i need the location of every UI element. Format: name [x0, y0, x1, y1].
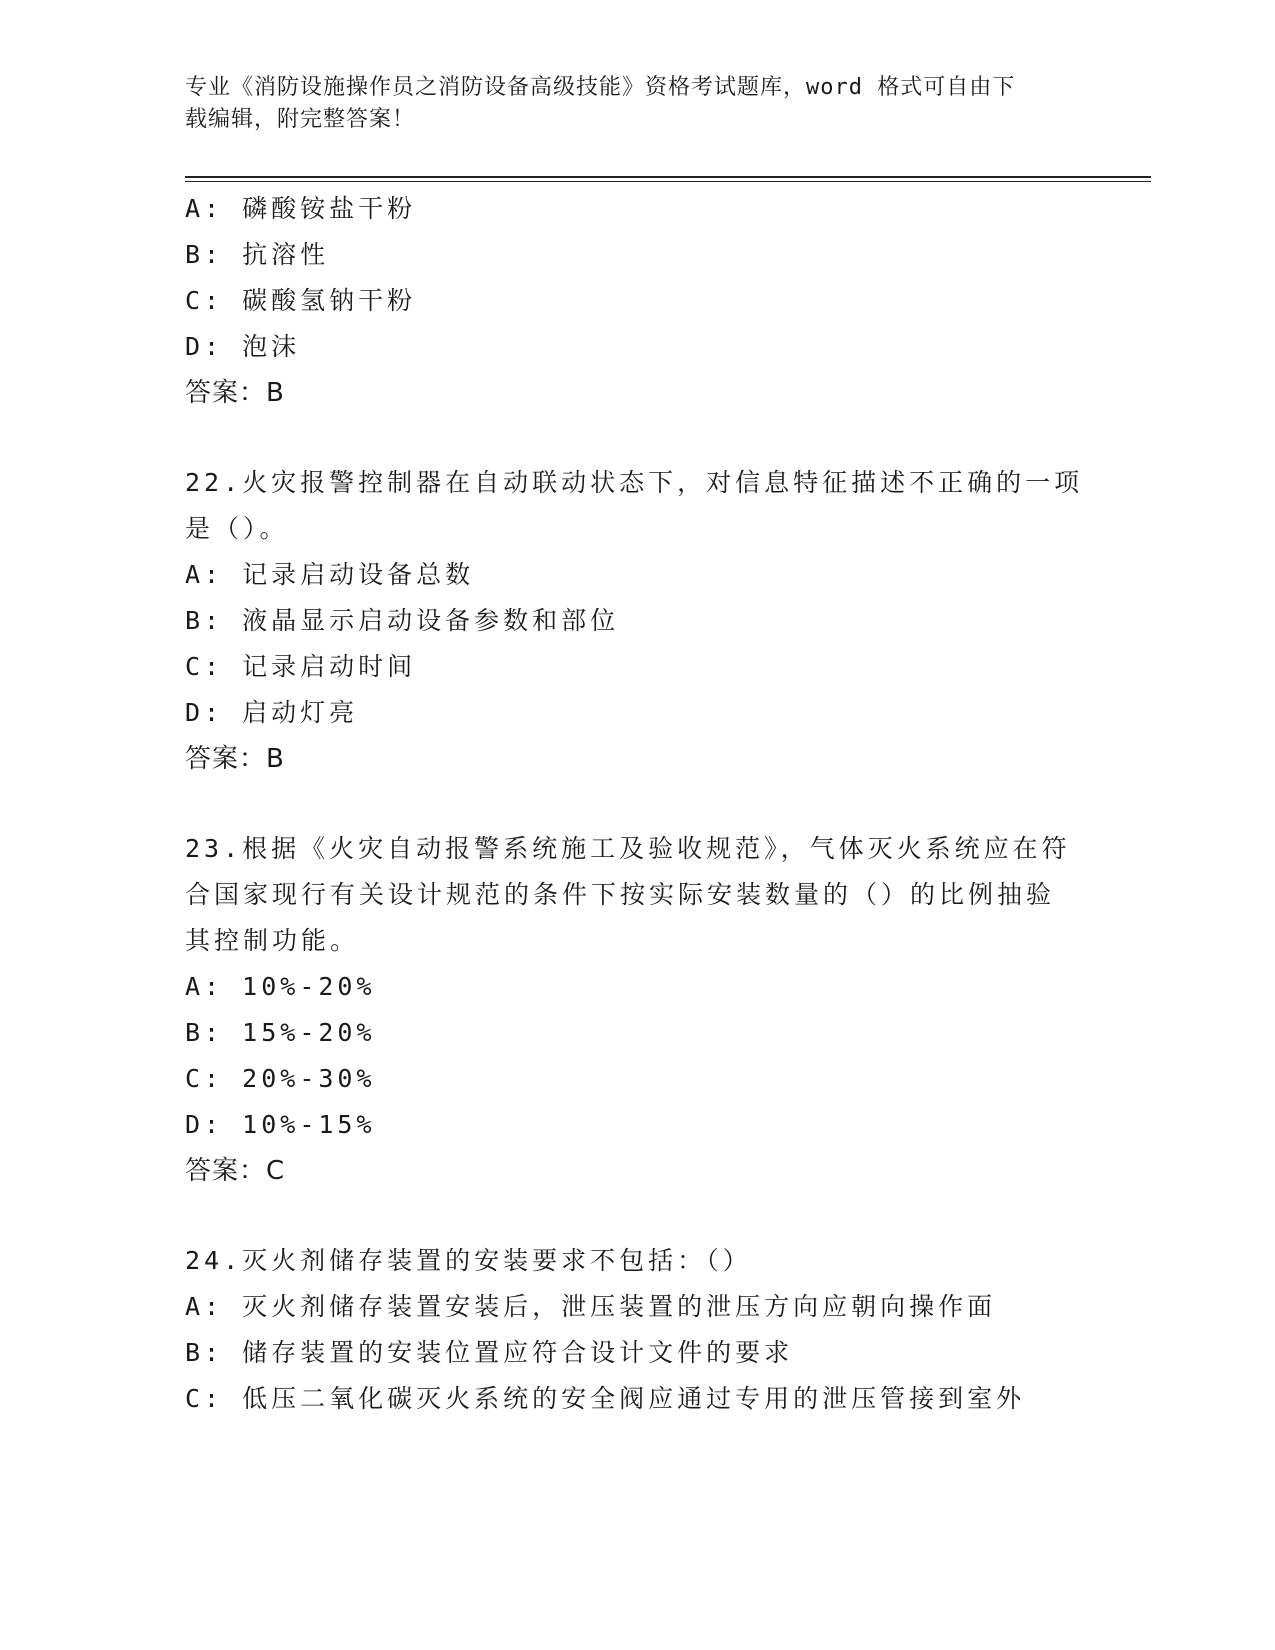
option-label: B:: [185, 240, 224, 269]
option-d: [185, 324, 1085, 370]
question-stem-line: 合国家现行有关设计规范的条件下按实际安装数量的（）的比例抽验: [185, 880, 1056, 909]
option-text: 液晶显示启动设备参数和部位: [242, 606, 620, 635]
option-label: C:: [185, 286, 224, 315]
option-a: [185, 1284, 1085, 1330]
option-text: 低压二氧化碳灭火系统的安全阀应通过专用的泄压管接到室外: [242, 1384, 1026, 1413]
option-a: [185, 186, 1085, 232]
option-label: A:: [185, 194, 224, 223]
option-text: 泡沫: [242, 332, 301, 361]
option-label: A:: [185, 1292, 224, 1321]
option-d: [185, 690, 1085, 736]
option-text: 磷酸铵盐干粉: [242, 194, 417, 223]
option-text: 启动灯亮: [242, 698, 359, 727]
answer-line: 答案：C: [185, 1156, 286, 1186]
option-label: C:: [185, 652, 224, 681]
header-divider-thin: [185, 181, 1151, 182]
question-stem-line: 是（）。: [185, 514, 289, 543]
option-label: C:: [185, 1064, 224, 1093]
spacer: [185, 782, 1085, 826]
option-c: [185, 1056, 1085, 1102]
spacer: [185, 416, 1085, 460]
question-21-continued: [185, 186, 1085, 416]
option-label: D:: [185, 332, 224, 361]
question-content: [185, 186, 1085, 1422]
option-b: [185, 1010, 1085, 1056]
option-c: [185, 1376, 1085, 1422]
option-b: [185, 232, 1085, 278]
option-text: 10%-20%: [242, 972, 376, 1001]
option-text: 20%-30%: [242, 1064, 376, 1093]
option-text: 灭火剂储存装置安装后，泄压装置的泄压方向应朝向操作面: [242, 1292, 997, 1321]
option-text: 碳酸氢钠干粉: [242, 286, 417, 315]
option-text: 记录启动设备总数: [242, 560, 475, 589]
option-c: [185, 644, 1085, 690]
option-label: B:: [185, 606, 224, 635]
option-label: B:: [185, 1338, 224, 1367]
header-divider-thick: [185, 176, 1151, 178]
option-a: [185, 552, 1085, 598]
question-stem-line: 23.根据《火灾自动报警系统施工及验收规范》，气体灭火系统应在符: [185, 834, 1071, 863]
answer-line: 答案：B: [185, 744, 285, 774]
header-line-2: 载编辑，附完整答案！: [185, 107, 416, 132]
option-c: [185, 278, 1085, 324]
question-stem-line: 其控制功能。: [185, 926, 360, 955]
option-b: [185, 598, 1085, 644]
spacer: [185, 1194, 1085, 1238]
question-stem-line: 24.灭火剂储存装置的安装要求不包括：（）: [185, 1246, 752, 1275]
option-label: D:: [185, 698, 224, 727]
option-b: [185, 1330, 1085, 1376]
option-label: B:: [185, 1018, 224, 1047]
option-label: A:: [185, 560, 224, 589]
option-d: [185, 1102, 1085, 1148]
option-label: A:: [185, 972, 224, 1001]
option-text: 15%-20%: [242, 1018, 376, 1047]
option-a: [185, 964, 1085, 1010]
option-label: C:: [185, 1384, 224, 1413]
question-22: [185, 460, 1085, 782]
option-text: 抗溶性: [242, 240, 330, 269]
option-text: 记录启动时间: [242, 652, 417, 681]
option-text: 储存装置的安装位置应符合设计文件的要求: [242, 1338, 794, 1367]
answer-line: 答案：B: [185, 378, 285, 408]
option-text: 10%-15%: [242, 1110, 376, 1139]
question-23: [185, 826, 1085, 1194]
header-line-1: 专业《消防设施操作员之消防设备高级技能》资格考试题库，word 格式可自由下: [185, 75, 1016, 100]
question-24: [185, 1238, 1085, 1422]
question-stem-line: 22.火灾报警控制器在自动联动状态下，对信息特征描述不正确的一项: [185, 468, 1084, 497]
option-label: D:: [185, 1110, 224, 1139]
document-header: [185, 72, 1065, 136]
